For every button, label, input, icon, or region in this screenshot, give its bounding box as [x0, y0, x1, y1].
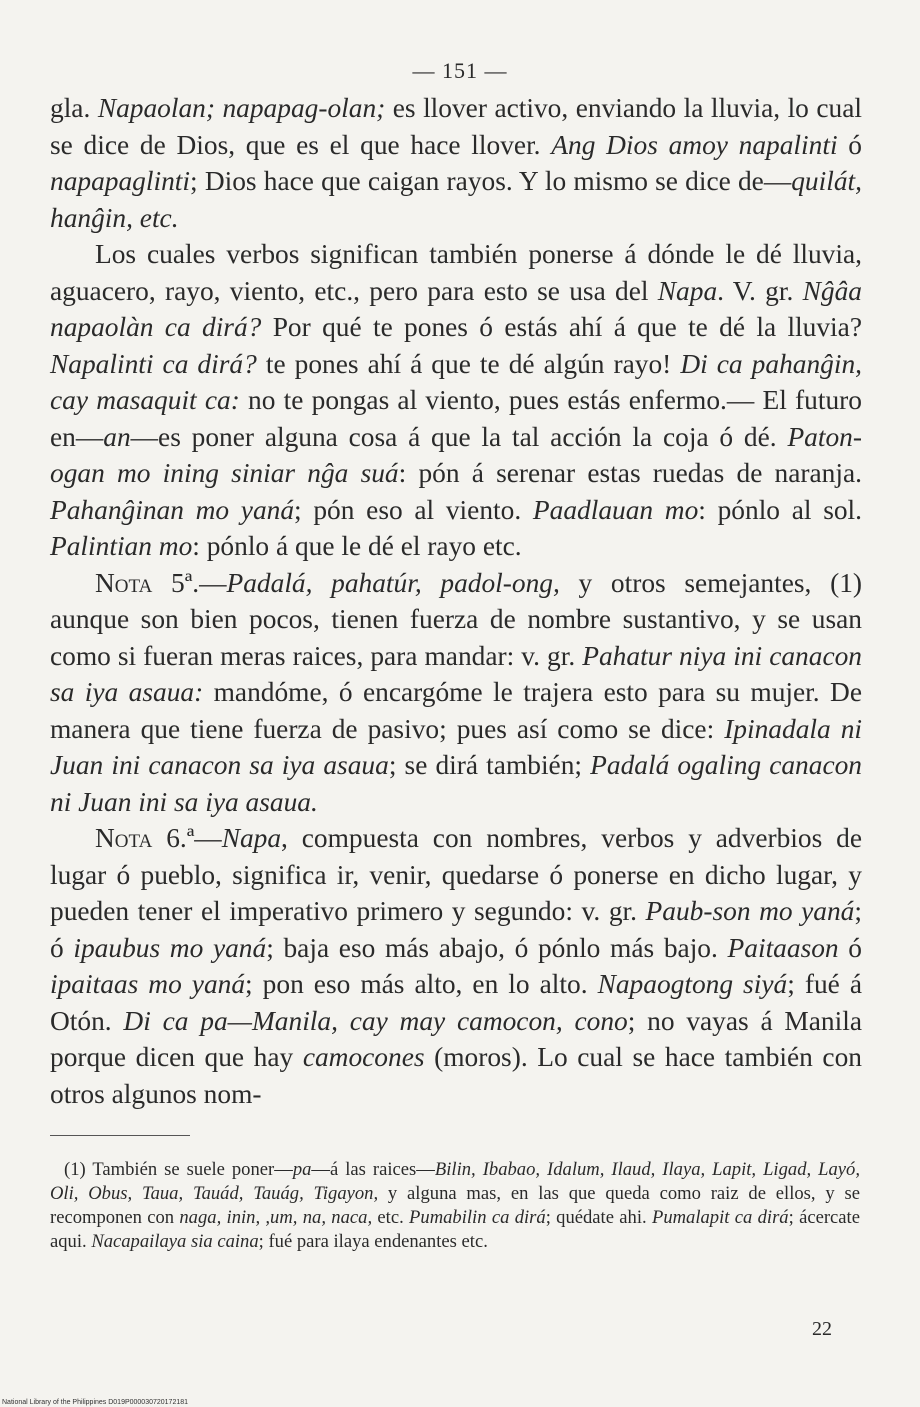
text-run: 5ª.— — [152, 567, 227, 598]
italic-run: Nacapailaya sia caina — [91, 1231, 259, 1252]
italic-run: naga, inin, ,um, na, naca, — [179, 1207, 373, 1228]
signature-number: 22 — [812, 1318, 832, 1340]
italic-run: Napalinti ca dirá? — [50, 348, 257, 379]
main-text — [50, 90, 862, 1112]
text-run: y otros semejantes, (1) aunque son bien pocos, tienen fuerza de nombre sustantivo, y se usan como si fueran meras raices, para mandar: v. gr. — [50, 567, 863, 671]
italic-run: Paadlauan mo — [532, 494, 699, 525]
italic-run: Di ca pa—Manila, cay may camocon, cono — [123, 1005, 628, 1036]
text-run: mandóme, ó encargóme le trajera esto para su mujer. De manera que tiene fuerza de pasivo; pues así como se dice: — [50, 677, 862, 744]
text-run: ; baja eso más abajo, ó pónlo más bajo. — [266, 932, 728, 963]
text-run: ; quédate ahi. — [545, 1207, 652, 1228]
scan-credit: National Library of the Philippines D019P000030720172181 — [2, 1399, 189, 1406]
italic-run: Palintian mo — [50, 531, 193, 561]
text-run: ; pón eso al viento. — [294, 494, 533, 525]
footnote-text — [50, 1158, 860, 1254]
italic-run: Padalá ogaling canacon ni Juan ini sa iya asaua. — [50, 750, 862, 817]
italic-run: Napa — [657, 275, 718, 306]
italic-run: napapaglinti — [50, 166, 191, 196]
text-run: ; pon eso más alto, en lo alto. — [245, 969, 598, 999]
text-run: 6.ª— — [152, 823, 222, 853]
text-run: —es poner alguna cosa á que la tal acción la coja ó dé. — [130, 421, 788, 452]
italic-run: Paub-son mo yaná — [645, 896, 855, 926]
footnote-divider — [50, 1135, 190, 1136]
italic-run: Paitaason — [727, 932, 839, 963]
italic-run: Pumabilin ca dirá — [409, 1207, 546, 1228]
text-run: ; Dios hace que caigan rayos. Y lo mismo se dice de— — [190, 166, 792, 196]
italic-run: Ipinadala ni Juan ini canacon sa iya asaua — [50, 713, 862, 780]
paragraph-nota-5 — [50, 565, 862, 821]
text-run: Por qué te pones ó estás ahí á que te dé la lluvia? — [261, 312, 862, 342]
text-run: ó — [837, 129, 863, 160]
footnote — [50, 1158, 860, 1254]
text-run: ; ácercate aqui. — [50, 1207, 860, 1252]
paragraph-nota-6 — [50, 820, 862, 1112]
paragraph-2 — [50, 236, 862, 565]
italic-run: Napa — [221, 823, 282, 853]
italic-run: Bilin, Ibabao, Idalum, Ilaud, Ilaya, Lapit, Ligad, Layó, Oli, Obus, Taua, Tauád, Tauág, Tigayon, — [50, 1159, 860, 1204]
italic-run: Pahatur niya ini canacon sa iya asaua: — [50, 640, 862, 707]
italic-run: Napaogtong siyá — [597, 969, 788, 999]
italic-run: Ang Dios amoy napalinti — [551, 129, 838, 160]
text-run: no te pongas al viento, pues estás enfermo.— El futuro en— — [50, 385, 862, 452]
text-run: : pónlo á que le dé el rayo etc. — [192, 531, 522, 561]
page-number-header: — 151 — — [412, 58, 508, 83]
italic-run: Nĝâa napaolàn ca dirá? — [50, 275, 862, 342]
text-run: Los cuales verbos significan también ponerse á dónde le dé lluvia, aguacero, rayo, viento, etc., pero para esto se usa del — [50, 239, 862, 306]
italic-run: Pahanĝinan mo yaná — [50, 494, 295, 525]
text-run: (1) También se suele poner— — [64, 1159, 293, 1180]
nota-label: Nota — [95, 567, 153, 598]
text-run: ; se dirá también; — [388, 750, 591, 780]
text-run: : pónlo al sol. — [698, 494, 863, 525]
text-run: , compuesta con nombres, verbos y adverbios de lugar ó pueblo, significa ir, venir, quedarse ó ponerse en dicho lugar, y pueden tener el imperativo primero y segundo: v. gr. — [50, 823, 862, 926]
text-run: es llover activo, enviando la lluvia, lo cual se dice de Dios, que es el que hace llover. — [50, 93, 862, 160]
text-run: . V. gr. — [717, 275, 803, 306]
italic-run: pa — [292, 1159, 312, 1180]
italic-run: Padalá, pahatúr, padol-ong, — [226, 567, 560, 598]
text-run: ó — [838, 932, 862, 963]
text-run: ; no vayas á Manila porque dicen que hay — [50, 1005, 862, 1072]
text-run: —á las raices— — [311, 1159, 435, 1180]
text-run: te pones ahí á que te dé algún rayo! — [256, 348, 681, 379]
italic-run: camocones — [302, 1042, 425, 1072]
text-run: (moros). Lo cual se hace también con otros algunos nom- — [50, 1042, 862, 1109]
italic-run: ipaitaas mo yaná — [50, 969, 246, 999]
italic-run: Paton-ogan mo ining siniar nĝa suá — [50, 421, 862, 488]
paragraph-1 — [50, 90, 862, 236]
text-run: y alguna mas, en las que queda como raiz de ellos, y se recomponen con — [50, 1183, 860, 1228]
nota-label: Nota — [95, 823, 153, 853]
text-run: ; ó — [50, 896, 862, 963]
text-run: etc. — [372, 1207, 410, 1228]
italic-run: Di ca pahanĝin, cay masaquit ca: — [50, 348, 863, 415]
text-run: ; fué á Otón. — [50, 969, 862, 1036]
italic-run: an — [103, 421, 131, 452]
text-run: ; fué para ilaya endenantes etc. — [258, 1231, 488, 1252]
italic-run: ipaubus mo yaná — [73, 932, 267, 963]
italic-run: quilát, hanĝin, etc. — [50, 166, 862, 233]
italic-run: Napaolan; napapag-olan; — [97, 93, 386, 123]
italic-run: Pumalapit ca dirá — [651, 1207, 789, 1228]
text-run: gla. — [50, 93, 98, 123]
text-run: : pón á serenar estas ruedas de naranja. — [398, 458, 862, 488]
